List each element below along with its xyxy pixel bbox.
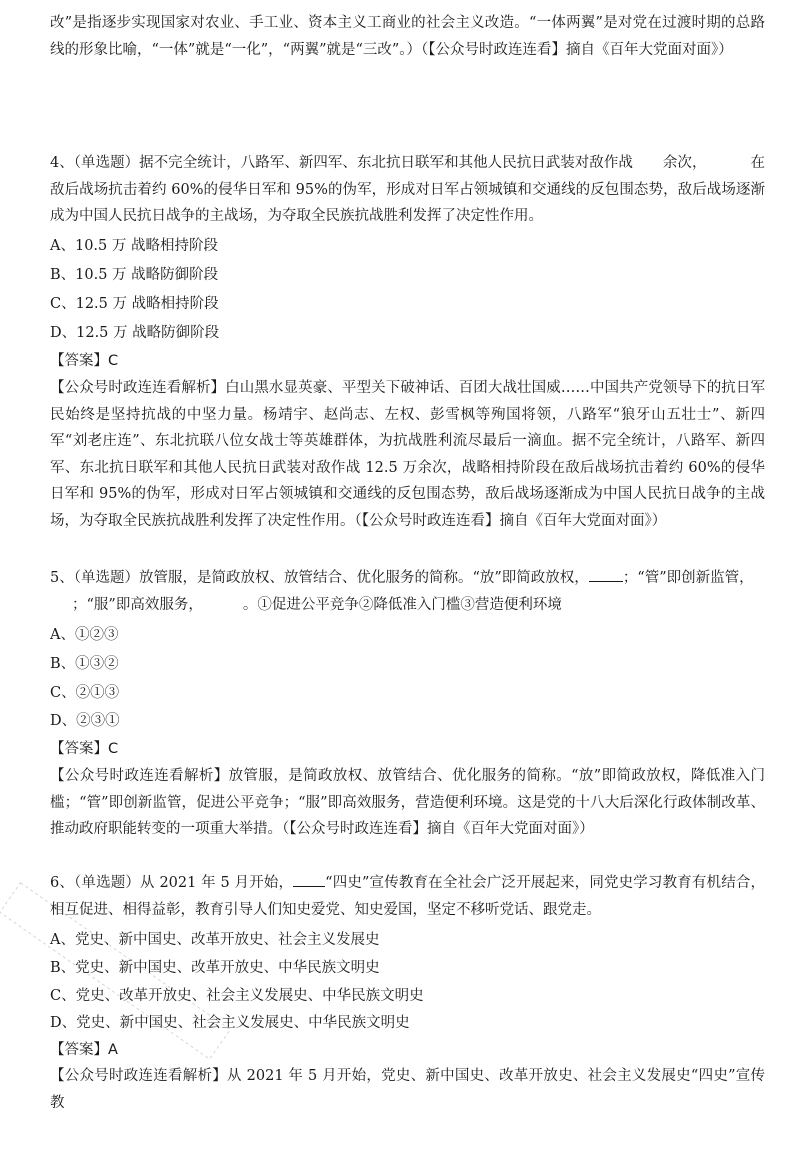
q4-stem-part-b: 余次， bbox=[662, 155, 707, 171]
q6-option-c: C、党史、改革开放史、社会主义发展史、中华民族文明史 bbox=[50, 988, 424, 1004]
q5-stem-part-d: 。①促进公平竞争②降低准入门槛③营造便利环境 bbox=[242, 596, 562, 613]
q5-option-c: C、②①③ bbox=[50, 685, 120, 701]
q5-option-b: B、①③② bbox=[50, 656, 119, 672]
q6-analysis-text: 【公众号时政连连看解析】从 2021 年 5 月开始，党史、新中国史、改革开放史、社会主义发展史“四史”宣传教 bbox=[50, 1068, 765, 1111]
q5-answer: 【答案】C bbox=[50, 741, 119, 757]
question-6-stem bbox=[50, 870, 765, 923]
q5-option-d: D、②③① bbox=[50, 713, 120, 729]
q6-stem-part-b: “四史”宣传教育在全社会广泛开展起来，同党史学习教育有机结合，相互促进、相得益彰，教育引导人们知史爱党、知史爱国，坚定不移听党话、跟党走。 bbox=[50, 875, 765, 918]
q4-analysis-text: 【公众号时政连连看解析】白山黑水显英豪、平型关下破神话、百团大战壮国威……中国共产党领导下的抗日军民始终是坚持抗战的中坚力量。杨靖宇、赵尚志、左权、彭雪枫等殉国将领，八路军“狼牙山五壮士”、新四军“刘老庄连”、东北抗联八位女战士等英雄群体，为抗战胜利流尽最后一滴血。据不完全统计，八路军、新四军、东北抗日联军和其他人民抗日武装对敌作战 12.5 万余次，战略相持阶段在敌后战场抗击着约 60%的侵华日军和 95%的伪军，形成对日军占领城镇和交通线的反包围态势，敌后战场逐渐成为中国人民抗日战争的主战场，为夺取全民族抗战胜利发挥了决定性作用。（【公众号时政连连看】摘自《百年大党面对面》） bbox=[50, 380, 765, 529]
q5-option-a: A、①②③ bbox=[50, 627, 119, 643]
q5-analysis-text: 【公众号时政连连看解析】放管服，是简政放权、放管结合、优化服务的简称。“放”即简政放权，降低准入门槛；“管”即创新监管，促进公平竞争；“服”即高效服务，营造便利环境。这是党的十八大后深化行政体制改革、推动政府职能转变的一项重大举措。（【公众号时政连连看】摘自《百年大党面对面》） bbox=[50, 768, 765, 837]
q6-option-d: D、党史、新中国史、社会主义发展史、中华民族文明史 bbox=[50, 1015, 410, 1031]
q4-stem-part-c: 在敌后战场抗击着约 60%的侵华日军和 95%的伪军，形成对日军占领城镇和交通线的反包围态势，敌后战场逐渐成为中国人民抗日战争的主战场，为夺取全民族抗战胜利发挥了决定性作用。 bbox=[50, 155, 766, 224]
q5-stem-part-a: 5、（单选题）放管服，是简政放权、放管结合、优化服务的简称。“放”即简政放权， bbox=[50, 570, 589, 586]
q5-stem-part-b: ；“管”即创新监管， bbox=[622, 570, 754, 586]
q5-analysis bbox=[50, 763, 765, 843]
q4-stem-part-a: 4、（单选题）据不完全统计，八路军、新四军、东北抗日联军和其他人民抗日武装对敌作战 bbox=[50, 155, 633, 171]
q4-option-d: D、12.5 万 战略防御阶段 bbox=[50, 325, 220, 341]
q6-option-a: A、党史、新中国史、改革开放史、社会主义发展史 bbox=[50, 932, 380, 948]
q4-analysis bbox=[50, 375, 765, 534]
question-4-stem bbox=[50, 150, 765, 230]
q6-blank-1 bbox=[293, 872, 325, 887]
q6-answer: 【答案】A bbox=[50, 1042, 118, 1058]
q4-option-b: B、10.5 万 战略防御阶段 bbox=[50, 267, 219, 283]
intro-paragraph bbox=[50, 10, 765, 63]
q6-analysis bbox=[50, 1063, 765, 1116]
intro-text: 改”是指逐步实现国家对农业、手工业、资本主义工商业的社会主义改造。“一体两翼”是对党在过渡时期的总路线的形象比喻，“一体”就是“一化”，“两翼”就是“三改”。）（【公众号时政连连看】摘自《百年大党面对面》） bbox=[50, 15, 765, 58]
q4-option-c: C、12.5 万 战略相持阶段 bbox=[50, 296, 219, 312]
q4-answer: 【答案】C bbox=[50, 353, 119, 369]
q4-option-a: A、10.5 万 战略相持阶段 bbox=[50, 238, 218, 254]
question-5-stem bbox=[50, 565, 765, 618]
q5-blank-1 bbox=[589, 567, 623, 582]
q6-stem-part-a: 6、（单选题）从 2021 年 5 月开始， bbox=[50, 875, 294, 891]
q6-option-b: B、党史、新中国史、改革开放史、中华民族文明史 bbox=[50, 960, 380, 976]
q5-stem-part-c: ；“服”即高效服务， bbox=[72, 596, 203, 613]
